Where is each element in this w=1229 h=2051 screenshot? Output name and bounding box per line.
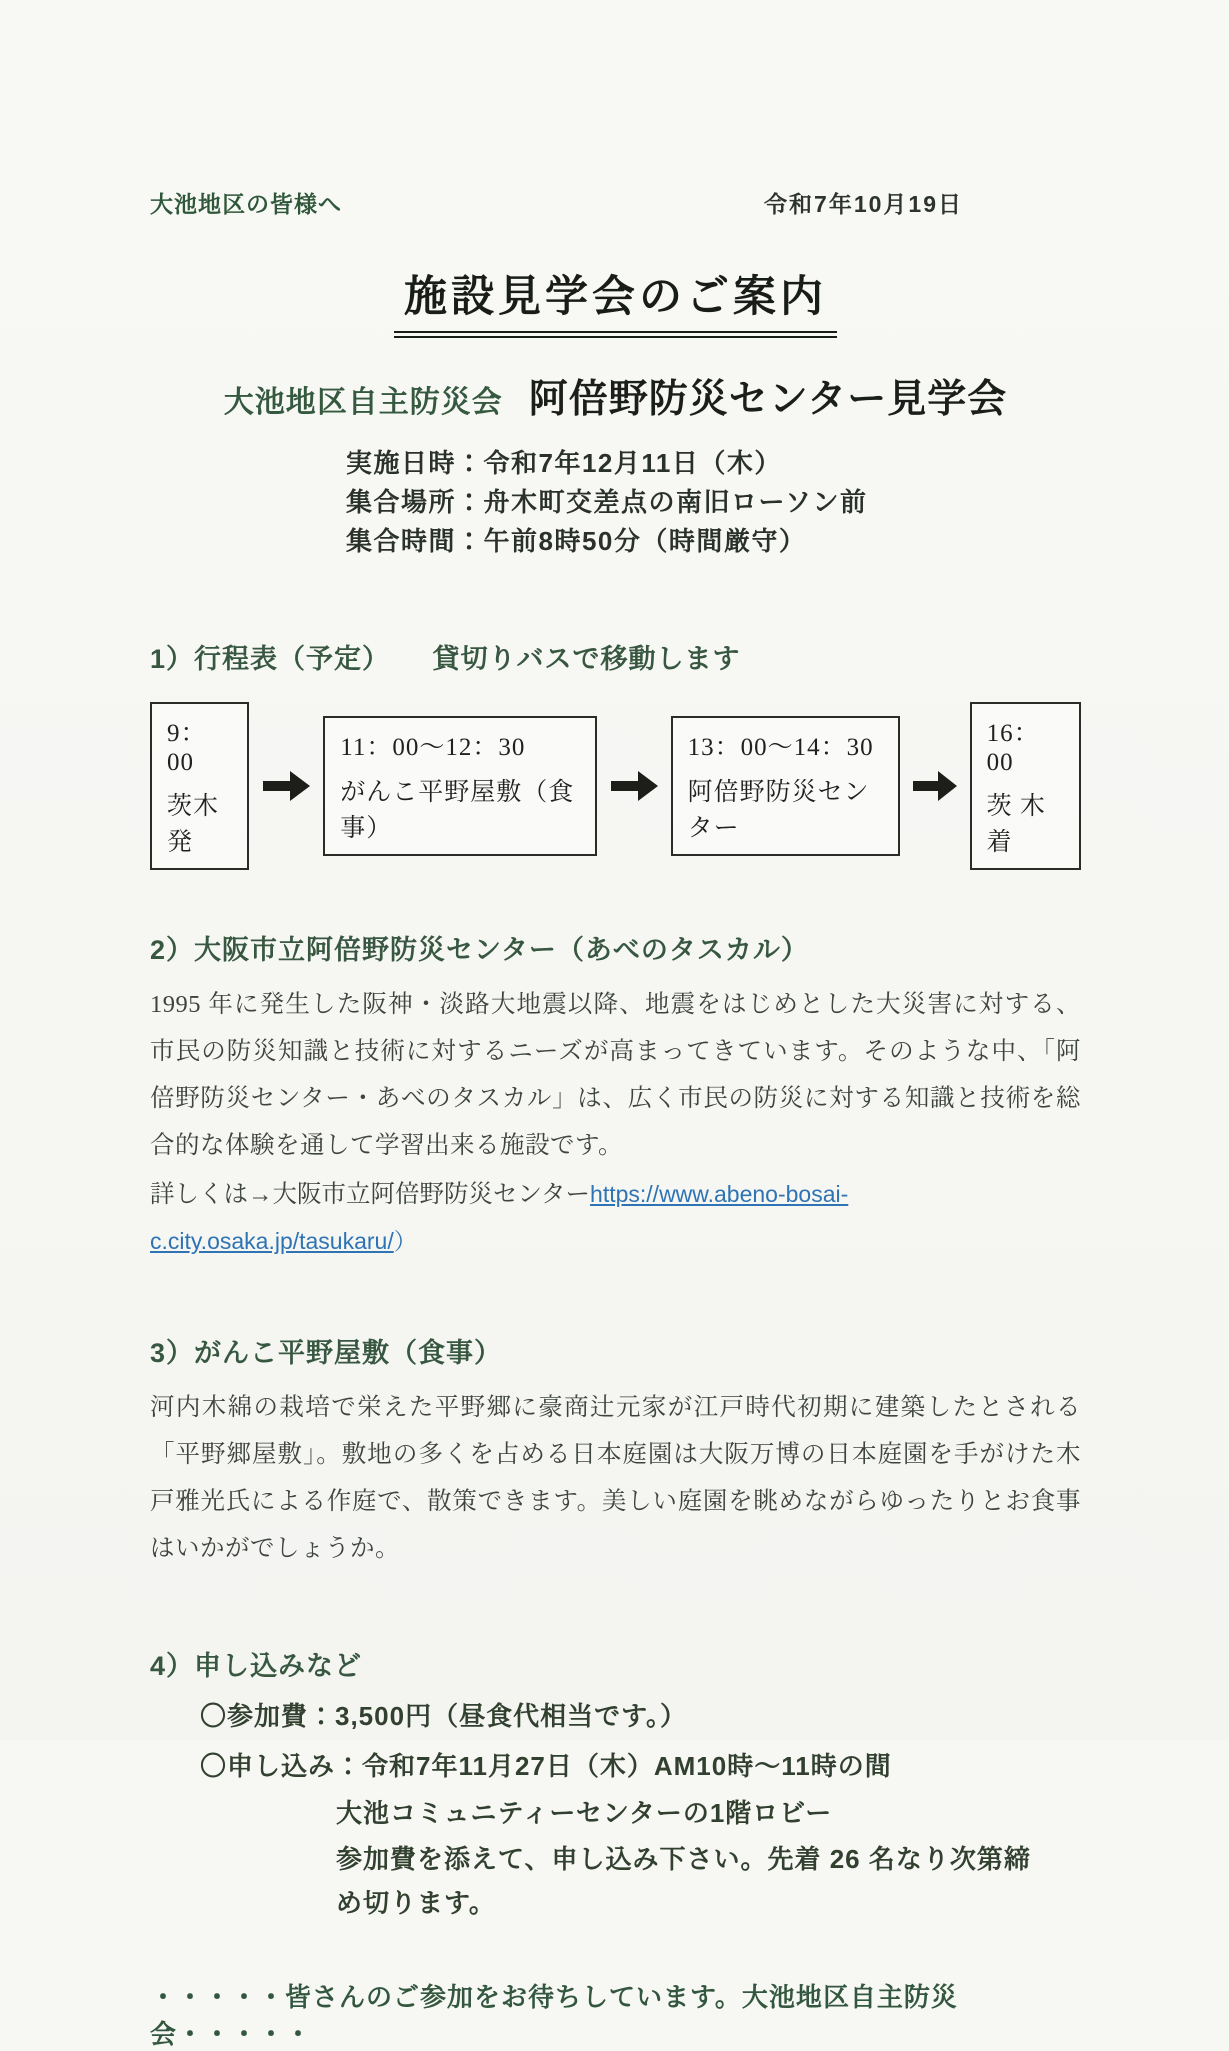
event-meta bbox=[346, 444, 1081, 561]
stop-place: 茨木発 bbox=[167, 793, 220, 856]
subtitle-row bbox=[150, 368, 1081, 424]
link-suffix: ） bbox=[393, 1229, 417, 1254]
arrow-right-icon bbox=[260, 768, 312, 804]
section3-heading: 3）がんこ平野屋敷（食事） bbox=[150, 1338, 503, 1368]
apply-detail-note: 参加費を添えて、申し込み下さい。先着 26 名なり次第締め切ります。 bbox=[336, 1844, 1031, 1918]
title-row bbox=[150, 263, 1081, 338]
stop-place: がんこ平野屋敷（食事） bbox=[340, 779, 575, 842]
section2-body: 1995 年に発生した阪神・淡路大地震以降、地震をはじめとした大災害に対する、市民の防災知識と技術に対するニーズが高まってきています。そのような中、「阿倍野防災センター・あべのタスカル」は、広く市民の防災に対する知識と技術を総合的な体験を通して学習出来る施設です。 bbox=[150, 991, 1081, 1159]
closing-line: ・・・・・皆さんのご参加をお待ちしています。大池地区自主防災会・・・・・ bbox=[150, 1982, 958, 2049]
itinerary-stop-departure bbox=[150, 702, 249, 870]
apply-detail-location: 大池コミュニティーセンターの1階ロビー bbox=[336, 1798, 833, 1828]
itinerary-stop-lunch bbox=[323, 716, 596, 856]
organization-name: 大池地区自主防災会 bbox=[223, 386, 503, 419]
section4-heading: 4）申し込みなど bbox=[150, 1651, 363, 1681]
recipient-line: 大池地区の皆様へ bbox=[150, 191, 342, 217]
meta-time: 集合時間：午前8時50分（時間厳守） bbox=[346, 526, 807, 556]
stop-place: 阿倍野防災センター bbox=[687, 779, 870, 842]
event-title: 阿倍野防災センター見学会 bbox=[528, 378, 1008, 421]
itinerary-flow bbox=[150, 702, 1081, 870]
section3-body: 河内木綿の栽培で栄えた平野郷に豪商辻元家が江戸時代初期に建築したとされる「平野郷屋敷」。敷地の多くを占める日本庭園は大阪万博の日本庭園を手がけた木戸雅光氏による作庭で、散策できます。美しい庭園を眺めながらゆったりとお食事はいかがでしょうか。 bbox=[150, 1394, 1081, 1562]
stop-time: 13：00～14：30 bbox=[687, 734, 874, 761]
itinerary-stop-return bbox=[970, 702, 1081, 870]
section1-heading: 1）行程表（予定） 貸切りバスで移動します bbox=[150, 644, 741, 674]
stop-time: 11：00～12：30 bbox=[340, 734, 526, 761]
issue-date: 令和7年10月19日 bbox=[764, 191, 963, 217]
meta-datetime: 実施日時：令和7年12月11日（木） bbox=[346, 448, 782, 478]
itinerary-stop-center bbox=[671, 716, 900, 856]
section2-heading: 2）大阪市立阿倍野防災センター（あべのタスカル） bbox=[150, 935, 809, 965]
link-prefix: 詳しくは→大阪市立阿倍野防災センター bbox=[150, 1181, 591, 1208]
section2-link-line bbox=[150, 1171, 1081, 1265]
meta-place: 集合場所：舟木町交差点の南旧ローソン前 bbox=[346, 487, 868, 517]
apply-details bbox=[336, 1791, 1036, 1925]
arrow-right-icon bbox=[608, 768, 660, 804]
fee-line: 〇参加費：3,500円（昼食代相当です。） bbox=[200, 1701, 687, 1731]
stop-time: 9：00 bbox=[167, 720, 207, 776]
document-title: 施設見学会のご案内 bbox=[394, 263, 837, 338]
tasukaru-url-link[interactable]: https://www.abeno-bosai-c.city.osaka.jp/tasukaru/ bbox=[150, 1181, 849, 1254]
stop-place: 茨 木 着 bbox=[986, 793, 1046, 856]
apply-line: 〇申し込み：令和7年11月27日（木）AM10時～11時の間 bbox=[200, 1751, 892, 1781]
document-header bbox=[150, 186, 1081, 219]
arrow-right-icon bbox=[911, 768, 959, 804]
stop-time: 16：00 bbox=[986, 720, 1040, 776]
